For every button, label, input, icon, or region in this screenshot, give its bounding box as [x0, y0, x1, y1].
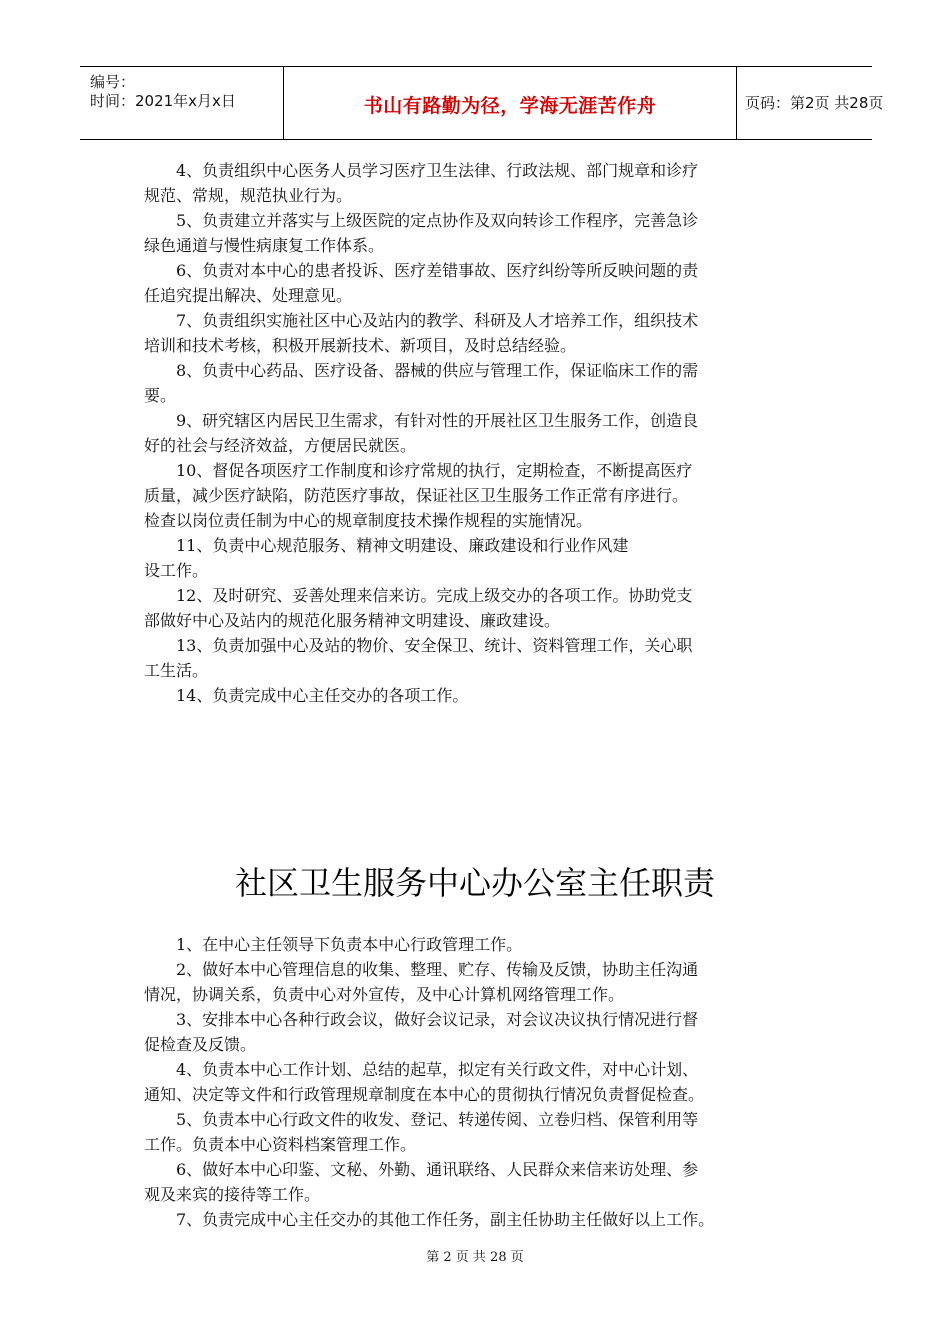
- paragraph-line: 6、做好本中心印鉴、文秘、外勤、通讯联络、人民群众来信来访处理、参: [176, 1160, 699, 1179]
- header-info-cell: [80, 67, 284, 139]
- paragraph-line: 要。: [144, 386, 177, 405]
- page-footer: 第 2 页 共 28 页: [426, 1250, 524, 1265]
- duties-section-1: [144, 158, 824, 708]
- paragraph-line: 情况，协调关系，负责中心对外宣传，及中心计算机网络管理工作。: [144, 985, 625, 1004]
- page-info: 页码：第2页 共28页: [745, 94, 884, 112]
- paragraph-line: 设工作。: [144, 561, 209, 580]
- duty-paragraph: [144, 683, 824, 708]
- paragraph-line: 任追究提出解决、处理意见。: [144, 286, 353, 305]
- paragraph-line: 4、负责组织中心医务人员学习医疗卫生法律、行政法规、部门规章和诊疗: [176, 161, 699, 180]
- duty-paragraph: [144, 1007, 824, 1057]
- paragraph-line: 促检查及反馈。: [144, 1035, 257, 1054]
- paragraph-line: 11、负责中心规范服务、精神文明建设、廉政建设和行业作风建: [176, 536, 629, 555]
- paragraph-line: 通知、决定等文件和行政管理规章制度在本中心的贯彻执行情况负责督促检查。: [144, 1085, 705, 1104]
- duty-paragraph: [144, 1207, 824, 1232]
- duty-paragraph: [144, 1057, 824, 1107]
- duty-paragraph: [144, 533, 824, 583]
- duty-paragraph: [144, 408, 824, 458]
- number-label: 编号：: [90, 73, 136, 91]
- duty-paragraph: [144, 1157, 824, 1207]
- section-title: 社区卫生服务中心办公室主任职责: [234, 864, 715, 902]
- paragraph-line: 规范、常规，规范执业行为。: [144, 186, 353, 205]
- page-header: [80, 66, 884, 140]
- paragraph-line: 14、负责完成中心主任交办的各项工作。: [176, 686, 469, 705]
- paragraph-line: 7、负责组织实施社区中心及站内的教学、科研及人才培养工作，组织技术: [176, 311, 699, 330]
- duty-paragraph: [144, 458, 824, 533]
- paragraph-line: 工作。负责本中心资料档案管理工作。: [144, 1135, 417, 1154]
- paragraph-line: 部做好中心及站内的规范化服务精神文明建设、廉政建设。: [144, 611, 561, 630]
- header-page-cell: [737, 67, 884, 139]
- duties-section-2: [144, 932, 824, 1232]
- paragraph-line: 5、负责本中心行政文件的收发、登记、转递传阅、立卷归档、保管利用等: [176, 1110, 699, 1129]
- paragraph-line: 7、负责完成中心主任交办的其他工作任务，副主任协助主任做好以上工作。: [176, 1210, 715, 1229]
- paragraph-line: 培训和技术考核，积极开展新技术、新项目，及时总结经验。: [144, 336, 577, 355]
- paragraph-line: 4、负责本中心工作计划、总结的起草，拟定有关行政文件，对中心计划、: [176, 1060, 699, 1079]
- time-label: 时间：2021年x月x日: [90, 92, 236, 110]
- paragraph-line: 10、督促各项医疗工作制度和诊疗常规的执行，定期检查，不断提高医疗: [176, 461, 693, 480]
- paragraph-line: 工生活。: [144, 661, 209, 680]
- paragraph-line: 绿色通道与慢性病康复工作体系。: [144, 236, 385, 255]
- motto-text: 书山有路勤为径，学海无涯苦作舟: [363, 95, 657, 117]
- duty-paragraph: [144, 1107, 824, 1157]
- header-motto-cell: [284, 67, 737, 139]
- paragraph-line: 检查以岗位责任制为中心的规章制度技术操作规程的实施情况。: [144, 511, 593, 530]
- duty-paragraph: [144, 583, 824, 633]
- paragraph-line: 9、研究辖区内居民卫生需求，有针对性的开展社区卫生服务工作，创造良: [176, 411, 699, 430]
- paragraph-line: 5、负责建立并落实与上级医院的定点协作及双向转诊工作程序，完善急诊: [176, 211, 699, 230]
- paragraph-line: 8、负责中心药品、医疗设备、器械的供应与管理工作，保证临床工作的需: [176, 361, 699, 380]
- paragraph-line: 质量，减少医疗缺陷，防范医疗事故，保证社区卫生服务工作正常有序进行。: [144, 486, 689, 505]
- duty-paragraph: [144, 633, 824, 683]
- duty-paragraph: [144, 932, 824, 957]
- duty-paragraph: [144, 208, 824, 258]
- paragraph-line: 好的社会与经济效益，方便居民就医。: [144, 436, 417, 455]
- paragraph-line: 观及来宾的接待等工作。: [144, 1185, 321, 1204]
- paragraph-line: 6、负责对本中心的患者投诉、医疗差错事故、医疗纠纷等所反映问题的责: [176, 261, 699, 280]
- duty-paragraph: [144, 957, 824, 1007]
- paragraph-line: 12、及时研究、妥善处理来信来访。完成上级交办的各项工作。协助党支: [176, 586, 693, 605]
- duty-paragraph: [144, 308, 824, 358]
- paragraph-line: 3、安排本中心各种行政会议，做好会议记录，对会议决议执行情况进行督: [176, 1010, 699, 1029]
- duty-paragraph: [144, 258, 824, 308]
- paragraph-line: 2、做好本中心管理信息的收集、整理、贮存、传输及反馈，协助主任沟通: [176, 960, 699, 979]
- duty-paragraph: [144, 358, 824, 408]
- paragraph-line: 1、在中心主任领导下负责本中心行政管理工作。: [176, 935, 523, 954]
- paragraph-line: 13、负责加强中心及站的物价、安全保卫、统计、资料管理工作，关心职: [176, 636, 693, 655]
- duty-paragraph: [144, 158, 824, 208]
